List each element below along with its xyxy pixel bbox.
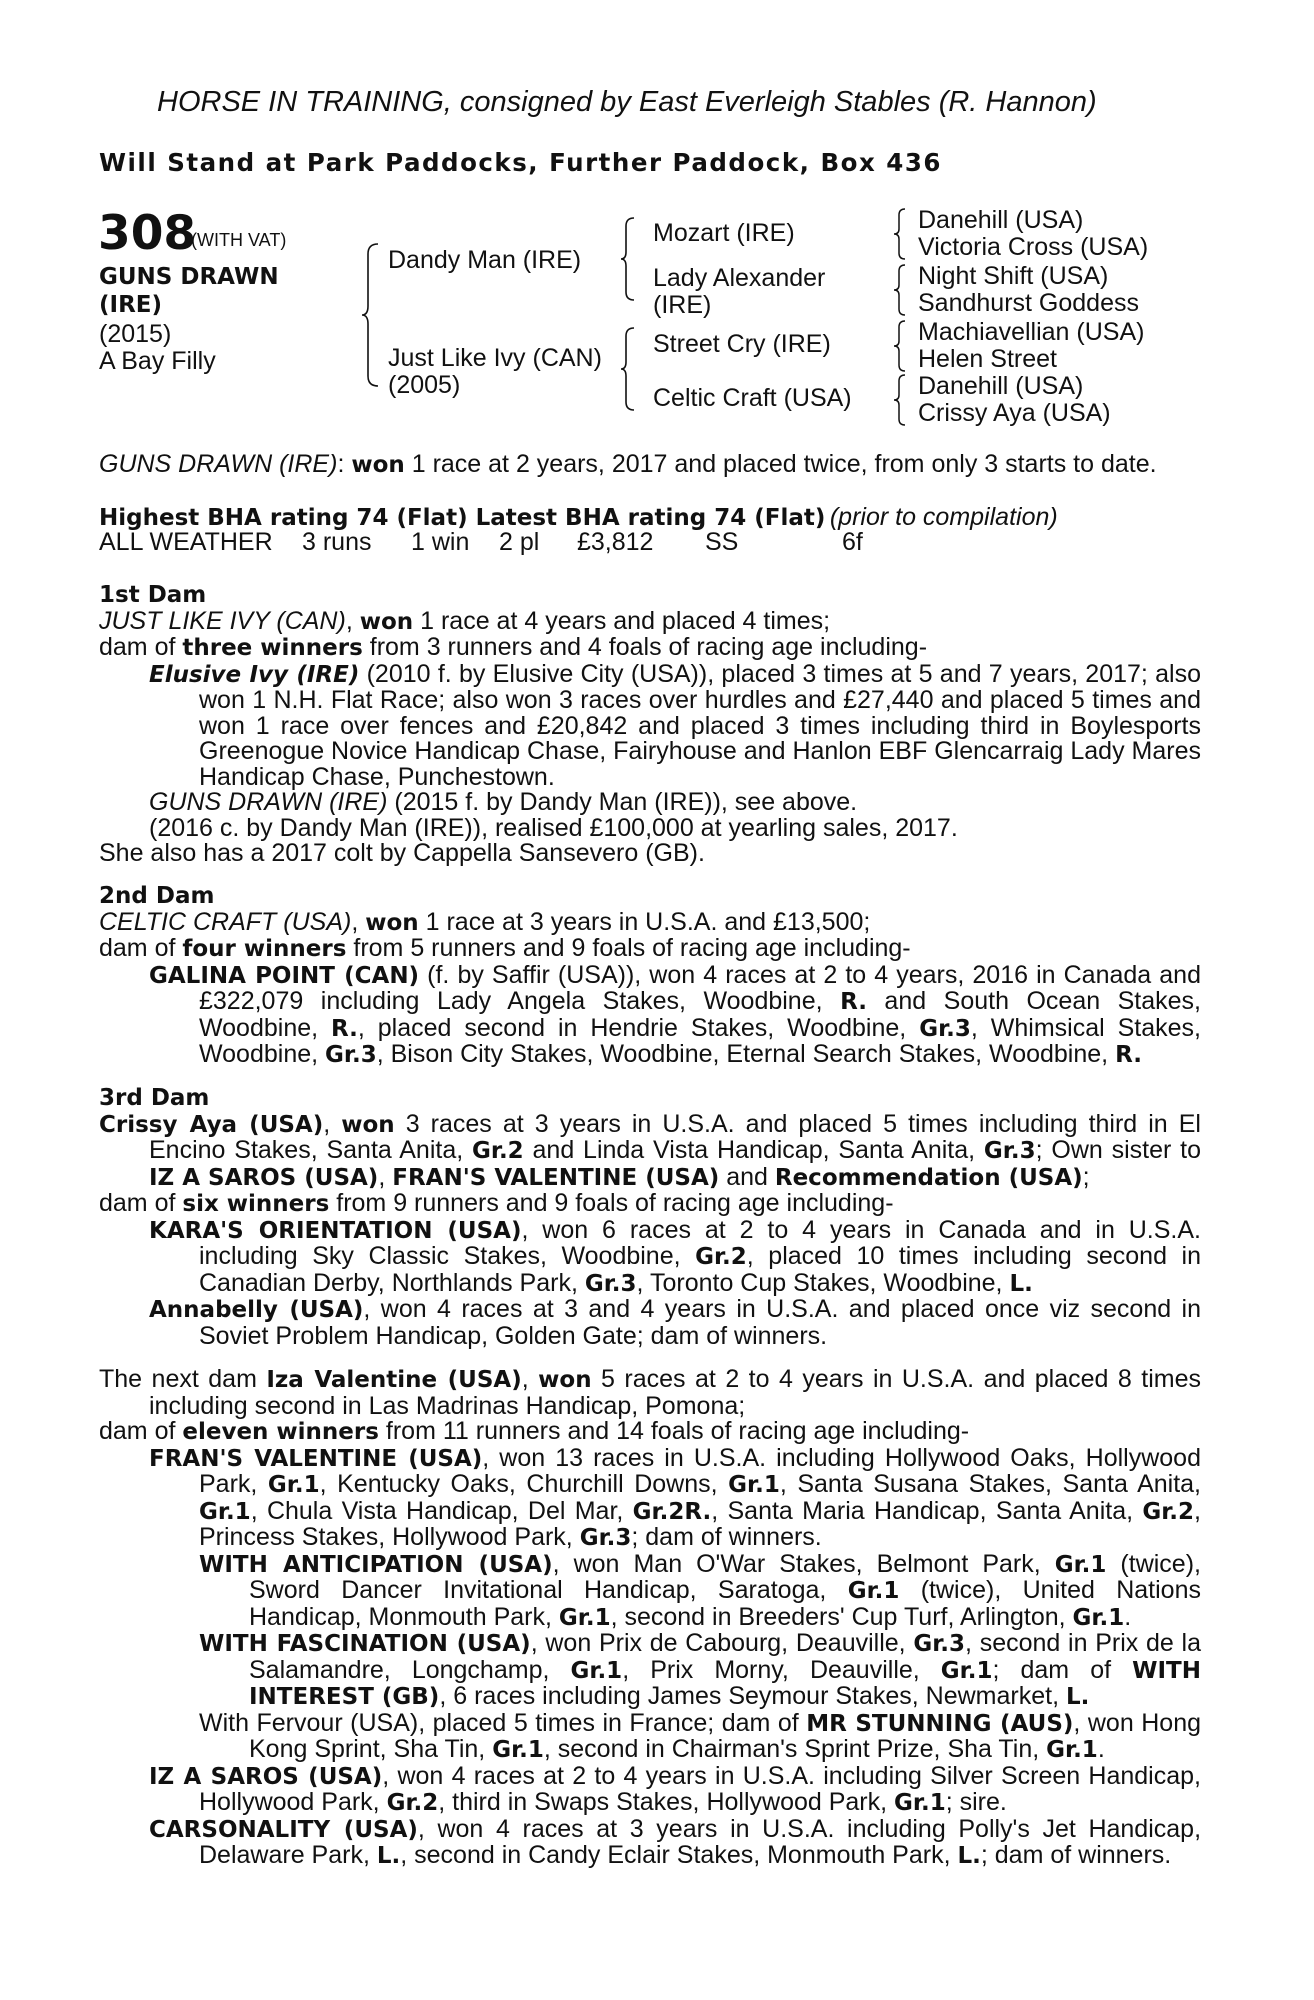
pedigree-brace-g2 bbox=[890, 262, 910, 318]
horse-year: (2015) bbox=[99, 320, 172, 348]
third-dam-section: 3rd Dam Crissy Aya (USA), won 3 races at 3 years in U.S.A. and placed 5 times including third in El Encino Stakes, Santa Anita, Gr.2 and Linda Vista Handicap, Santa Anita, Gr.3; Own sister to IZ A SAROS (USA), FRAN'S VALENTINE (USA) and Recommendation (USA); dam of six winners from 9 runners and 9 foals of racing age including- KARA'S ORIENTATION (USA), won 6 races at 2 to 4 years in Canada and in U.S.A. including Sky Classic Stakes, Woodbine, Gr.2, placed 10 times including second in Canadian Derby, Northlands Park, Gr.3, Toronto Cup Stakes, Woodbine, L. Annabelly (USA), won 4 races at 3 and 4 years in U.S.A. and placed once viz second in Soviet Problem Handicap, Golden Gate; dam of winners. bbox=[99, 1085, 1202, 1350]
pedigree-dam-line2: (2005) bbox=[388, 371, 461, 399]
second-dam-section: 2nd Dam CELTIC CRAFT (USA), won 1 race at 3 years in U.S.A. and £13,500; dam of four winners from 5 runners and 9 foals of racing age including- GALINA POINT (CAN) (f. by Saffir (USA)), won 4 races at 2 to 4 years, 2016 in Canada and £322,079 including Lady Angela Stakes, Woodbine, R. and South Ocean Stakes, Woodbine, R., placed second in Hendrie Stakes, Woodbine, Gr.3, Whimsical Stakes, Woodbine, Gr.3, Bison City Stakes, Woodbine, Eternal Search Stakes, Woodbine, R. bbox=[99, 883, 1202, 1068]
horse-name-line2: (IRE) bbox=[99, 292, 163, 318]
horse-name bbox=[99, 263, 279, 319]
first-dam-produce-3: (2016 c. by Dandy Man (IRE)), realised £100,000 at yearling sales, 2017. bbox=[149, 813, 958, 842]
pedigree-g7: Danehill (USA) bbox=[918, 372, 1084, 400]
pedigree-brace-sire bbox=[618, 214, 640, 304]
horse-description: A Bay Filly bbox=[99, 347, 216, 375]
stand-location: Will Stand at Park Paddocks, Further Paddock, Box 436 bbox=[99, 148, 942, 177]
vat-note: (WITH VAT) bbox=[191, 230, 287, 250]
third-dam-produce-1: KARA'S ORIENTATION (USA), won 6 races at 2 to 4 years in Canada and in U.S.A. including Sky Classic Stakes, Woodbine, Gr.2, placed 10 times including second in Canadian Derby, Northlands Park, Gr.3, Toronto Cup Stakes, Woodbine, L. bbox=[149, 1215, 1201, 1297]
pedigree-dam-line1: Just Like Ivy (CAN) bbox=[388, 344, 602, 372]
pedigree-brace-g1 bbox=[890, 206, 910, 262]
horse-name-line1: GUNS DRAWN bbox=[99, 264, 279, 290]
first-dam-produce-2: GUNS DRAWN (IRE) (2015 f. by Dandy Man (IRE)), see above. bbox=[149, 788, 858, 816]
race-summary: GUNS DRAWN (IRE): won 1 race at 2 years, 2017 and placed twice, from only 3 starts to date. bbox=[99, 450, 1157, 478]
pedigree-g8: Crissy Aya (USA) bbox=[918, 399, 1111, 427]
second-dam-name: CELTIC CRAFT (USA) bbox=[99, 907, 352, 936]
summary-rest: 1 race at 2 years, 2017 and placed twice, from only 3 starts to date. bbox=[404, 450, 1157, 478]
pedigree-dam-dam: Celtic Craft (USA) bbox=[653, 384, 852, 412]
aw-pl: 2 pl bbox=[499, 528, 540, 556]
first-dam-name: JUST LIKE IVY (CAN) bbox=[99, 606, 346, 635]
pedigree-g1: Danehill (USA) bbox=[918, 206, 1084, 234]
aw-label: ALL WEATHER bbox=[99, 528, 273, 556]
pedigree-g3: Night Shift (USA) bbox=[918, 262, 1109, 290]
aw-win: 1 win bbox=[411, 528, 470, 556]
third-dam-name: Crissy Aya (USA) bbox=[99, 1111, 324, 1138]
third-dam-title: 3rd Dam bbox=[99, 1085, 210, 1111]
pedigree-brace-g3 bbox=[890, 318, 910, 374]
lot-number: 308 bbox=[98, 206, 197, 261]
pedigree-brace-dam bbox=[618, 324, 640, 414]
pedigree-sire: Dandy Man (IRE) bbox=[388, 246, 582, 274]
third-dam-produce-2: Annabelly (USA), won 4 races at 3 and 4 years in U.S.A. and placed once viz second in Soviet Problem Handicap, Golden Gate; dam of winners. bbox=[149, 1295, 1201, 1350]
pedigree-sire-dam-line1: Lady Alexander bbox=[653, 264, 826, 292]
first-dam-produce-4: She also has a 2017 colt by Cappella Sansevero (GB). bbox=[99, 839, 705, 867]
first-dam-section: 1st Dam JUST LIKE IVY (CAN), won 1 race at 4 years and placed 4 times; dam of three winners from 3 runners and 4 foals of racing age including- Elusive Ivy (IRE) (2010 f. by Elusive City (USA)), placed 3 times at 5 and 7 years, 2017; also won 1 N.H. Flat Race; also won 3 races over hurdles and £27,440 and placed 5 times and won 1 race over fences and £20,842 and placed 3 times including third in Boylesports Greenogue Novice Handicap Chase, Fairyhouse and Hanlon EBF Glencarraig Lady Mares Handicap Chase, Punchestown. GUNS DRAWN (IRE) (2015 f. by Dandy Man (IRE)), see above. (2016 c. by Dandy Man (IRE)), realised £100,000 at yearling sales, 2017. She also has a 2017 colt by Cappella Sansevero (GB). bbox=[99, 582, 1201, 867]
pedigree-dam-sire: Street Cry (IRE) bbox=[653, 330, 831, 358]
summary-won: won bbox=[351, 452, 405, 478]
aw-prize-money: £3,812 bbox=[577, 528, 654, 556]
pedigree-g4: Sandhurst Goddess bbox=[918, 289, 1139, 317]
aw-runs: 3 runs bbox=[302, 528, 372, 556]
second-dam-produce-1: GALINA POINT (CAN) (f. by Saffir (USA)), won 4 races at 2 to 4 years, 2016 in Canada and £322,079 including Lady Angela Stakes, Woodbine, R. and South Ocean Stakes, Woodbine, R., placed second in Hendrie Stakes, Woodbine, Gr.3, Whimsical Stakes, Woodbine, Gr.3, Bison City Stakes, Woodbine, Eternal Search Stakes, Woodbine, R. bbox=[149, 960, 1202, 1068]
pedigree-brace-g4 bbox=[890, 372, 910, 428]
next-dam-produce-carsonality: CARSONALITY (USA), won 4 races at 3 years in U.S.A. including Polly's Jet Handicap, Delaware Park, L., second in Candy Eclair Stakes, Monmouth Park, L.; dam of winners. bbox=[149, 1814, 1202, 1869]
pedigree-brace-gen1 bbox=[360, 240, 382, 390]
pedigree-sire-sire: Mozart (IRE) bbox=[653, 219, 795, 247]
aw-distance: 6f bbox=[842, 528, 863, 556]
first-dam-produce-1: Elusive Ivy (IRE) (2010 f. by Elusive City (USA)), placed 3 times at 5 and 7 years, 2017; also won 1 N.H. Flat Race; also won 3 races over hurdles and £27,440 and placed 5 times and won 1 race over fences and £20,842 and placed 3 times including third in Boylesports Greenogue Novice Handicap Chase, Fairyhouse and Hanlon EBF Glencarraig Lady Mares Handicap Chase, Punchestown. bbox=[149, 659, 1201, 791]
rating-line: Highest BHA rating 74 (Flat) Latest BHA rating 74 (Flat) bbox=[99, 505, 826, 531]
pedigree-g6: Helen Street bbox=[918, 345, 1057, 373]
summary-horse-name: GUNS DRAWN (IRE) bbox=[99, 450, 338, 478]
next-dam-produce-frans-valentine: FRAN'S VALENTINE (USA), won 13 races in U.S.A. including Hollywood Oaks, Hollywood Park, Gr.1, Kentucky Oaks, Churchill Downs, Gr.1, Santa Susana Stakes, Santa Anita, Gr.1, Chula Vista Handicap, Del Mar, Gr.2R., Santa Maria Handicap, Santa Anita, Gr.2, Princess Stakes, Hollywood Park, Gr.3; dam of winners. bbox=[149, 1443, 1201, 1551]
next-dam-name: Iza Valentine (USA) bbox=[266, 1367, 522, 1393]
next-dam-section: The next dam Iza Valentine (USA), won 5 races at 2 to 4 years in U.S.A. and placed 8 times including second in Las Madrinas Handicap, Pomona; dam of eleven winners from 11 runners and 14 foals of racing age including- FRAN'S VALENTINE (USA), won 13 races in U.S.A. including Hollywood Oaks, Hollywood Park, Gr.1, Kentucky Oaks, Churchill Downs, Gr.1, Santa Susana Stakes, Santa Anita, Gr.1, Chula Vista Handicap, Del Mar, Gr.2R., Santa Maria Handicap, Santa Anita, Gr.2, Princess Stakes, Hollywood Park, Gr.3; dam of winners. WITH ANTICIPATION (USA), won Man O'War Stakes, Belmont Park, Gr.1 (twice), Sword Dancer Invitational Handicap, Saratoga, Gr.1 (twice), United Nations Handicap, Monmouth Park, Gr.1, second in Breeders' Cup Turf, Arlington, Gr.1. WITH FASCINATION (USA), won Prix de Cabourg, Deauville, Gr.3, second in Prix de la Salamandre, Longchamp, Gr.1, Prix Morny, Deauville, Gr.1; dam of WITH INTEREST (GB), 6 races including James Seymour Stakes, Newmarket, L. With Fervour (USA), placed 5 times in France; dam of MR STUNNING (AUS), won Hong Kong Sprint, Sha Tin, Gr.1, second in Chairman's Sprint Prize, Sha Tin, Gr.1. IZ A SAROS (USA), won 4 races at 2 to 4 years in U.S.A. including Silver Screen Handicap, Hollywood Park, Gr.2, third in Swaps Stakes, Hollywood Park, Gr.1; sire. CARSONALITY (USA), won 4 races at 3 years in U.S.A. including Polly's Jet Handicap, Delaware Park, L., second in Candy Eclair Stakes, Monmouth Park, L.; dam of winners. bbox=[99, 1365, 1202, 1869]
all-weather-record bbox=[99, 529, 273, 555]
pedigree-sire-dam-line2: (IRE) bbox=[653, 291, 712, 319]
first-dam-title: 1st Dam bbox=[99, 582, 207, 608]
next-dam-produce-with-fascination: WITH FASCINATION (USA), won Prix de Cabourg, Deauville, Gr.3, second in Prix de la Salamandre, Longchamp, Gr.1, Prix Morny, Deauville, Gr.1; dam of WITH INTEREST (GB), 6 races including James Seymour Stakes, Newmarket, L. bbox=[199, 1629, 1201, 1710]
rating-note: (prior to compilation) bbox=[829, 503, 1058, 531]
next-dam-produce-with-anticipation: WITH ANTICIPATION (USA), won Man O'War Stakes, Belmont Park, Gr.1 (twice), Sword Dancer Invitational Handicap, Saratoga, Gr.1 (twice), United Nations Handicap, Monmouth Park, Gr.1, second in Breeders' Cup Turf, Arlington, Gr.1. bbox=[199, 1549, 1201, 1631]
consignor-header: HORSE IN TRAINING, consigned by East Everleigh Stables (R. Hannon) bbox=[157, 86, 1097, 118]
pedigree-g2: Victoria Cross (USA) bbox=[918, 233, 1149, 261]
aw-going: SS bbox=[705, 528, 739, 556]
next-dam-produce-iz-a-saros: IZ A SAROS (USA), won 4 races at 2 to 4 years in U.S.A. including Silver Screen Handicap, Hollywood Park, Gr.2, third in Swaps Stakes, Hollywood Park, Gr.1; sire. bbox=[149, 1761, 1201, 1816]
second-dam-title: 2nd Dam bbox=[99, 883, 215, 909]
pedigree-g5: Machiavellian (USA) bbox=[918, 318, 1145, 346]
next-dam-produce-with-fervour: With Fervour (USA), placed 5 times in France; dam of MR STUNNING (AUS), won Hong Kong Sprint, Sha Tin, Gr.1, second in Chairman's Sprint Prize, Sha Tin, Gr.1. bbox=[199, 1708, 1202, 1763]
